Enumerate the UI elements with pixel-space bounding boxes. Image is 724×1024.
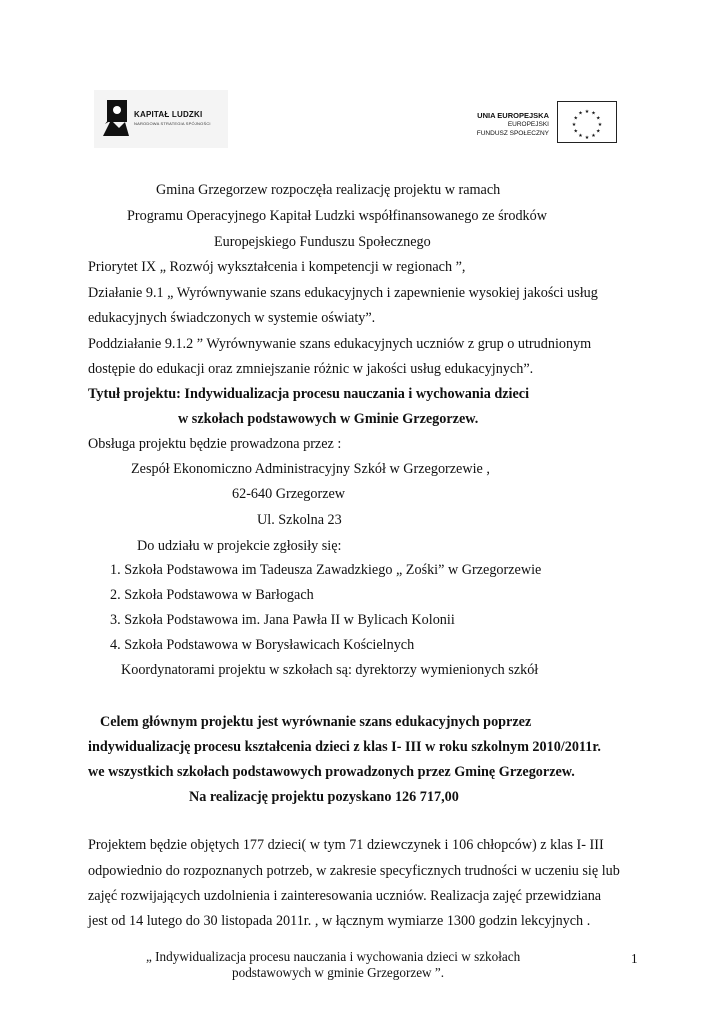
svg-text:★: ★ [595, 115, 601, 122]
ulica-line: Ul. Szkolna 23 [257, 512, 342, 528]
udzial-line: Do udziału w projekcie zgłosiły się: [137, 538, 342, 554]
school-item-4: 4. Szkoła Podstawowa w Borysławicach Kościelnych [110, 637, 415, 653]
intro-line-3: Europejskiego Funduszu Społecznego [214, 234, 431, 250]
kapital-ludzki-title: KAPITAŁ LUDZKI [134, 110, 203, 119]
svg-text:★: ★ [578, 133, 583, 140]
poddzialanie-line-2: dostępie do edukacji oraz zmniejszanie różnic w jakości usług edukacyjnych”. [88, 361, 534, 377]
svg-text:★: ★ [591, 110, 596, 117]
cel-line-1: Celem głównym projektu jest wyrównanie szans edukacyjnych poprzez [100, 714, 532, 730]
zespol-line: Zespół Ekonomiczno Administracyjny Szkół w Grzegorzewie , [131, 461, 490, 477]
svg-text:★: ★ [595, 128, 601, 135]
cel-line-2: indywidualizację procesu kształcenia dzieci z klas I- III w roku szkolnym 2010/2011r. [88, 739, 601, 755]
intro-line-2: Programu Operacyjnego Kapitał Ludzki współfinansowanego ze środków [127, 208, 547, 224]
poddzialanie-line-1: Poddziałanie 9.1.2 ” Wyrównywanie szans edukacyjnych uczniów z grup o utrudnionym [88, 336, 592, 352]
svg-text:★: ★ [578, 110, 583, 117]
projekt-line-1: Projektem będzie objętych 177 dzieci( w tym 71 dziewczynek i 106 chłopców) z klas I- III [88, 837, 604, 853]
kapital-ludzki-logo [94, 90, 228, 148]
priorytet-line: Priorytet IX „ Rozwój wykształcenia i kompetencji w regionach ”, [88, 259, 466, 275]
dzialanie-line-2: edukacyjnych świadczonych w systemie oświaty”. [88, 310, 376, 326]
eu-line-1: UNIA EUROPEJSKA [477, 111, 549, 120]
eu-flag-logo [557, 101, 617, 143]
obsluga-line: Obsługa projektu będzie prowadzona przez : [88, 436, 342, 452]
eu-line-2: EUROPEJSKI [507, 121, 549, 128]
cel-line-4: Na realizację projektu pozyskano 126 717,00 [189, 789, 459, 805]
kapital-ludzki-subtitle: NARODOWA STRATEGIA SPÓJNOŚCI [134, 121, 211, 126]
svg-text:★: ★ [597, 122, 603, 128]
svg-text:★: ★ [573, 128, 579, 135]
school-item-1: 1. Szkoła Podstawowa im Tadeusza Zawadzkiego „ Zośki” w Grzegorzewie [110, 562, 542, 578]
footer-line-1: „ Indywidualizacja procesu nauczania i wychowania dzieci w szkołach [146, 949, 521, 964]
svg-text:★: ★ [584, 135, 590, 141]
svg-text:★: ★ [584, 109, 590, 115]
footer-line-2: podstawowych w gminie Grzegorzew ”. [232, 965, 445, 980]
school-item-3: 3. Szkoła Podstawowa im. Jana Pawła II w Bylicach Kolonii [110, 612, 455, 628]
school-item-2: 2. Szkoła Podstawowa w Barłogach [110, 587, 314, 603]
eu-line-3: FUNDUSZ SPOŁECZNY [476, 130, 549, 137]
projekt-line-4: jest od 14 lutego do 30 listopada 2011r. , w łącznym wymiarze 1300 godzin lekcyjnych . [88, 913, 591, 929]
projekt-line-3: zajęć rozwijających uzdolnienia i zainteresowania uczniów. Realizacja zajęć przewidziana [88, 888, 602, 904]
cel-line-3: we wszystkich szkołach podstawowych prowadzonych przez Gminę Grzegorzew. [88, 764, 575, 780]
koordynatorzy-line: Koordynatorami projektu w szkołach są: dyrektorzy wymienionych szkół [121, 662, 539, 678]
tytul-line-1: Tytuł projektu: Indywidualizacja procesu nauczania i wychowania dzieci [88, 386, 530, 402]
projekt-line-2: odpowiednio do rozpoznanych potrzeb, w zakresie specyficznych trudności w uczeniu się lub [88, 863, 620, 879]
svg-text:★: ★ [571, 122, 577, 128]
eu-stars-icon [558, 102, 616, 142]
tytul-line-2: w szkołach podstawowych w Gminie Grzegorzew. [178, 411, 479, 427]
kod-line: 62-640 Grzegorzew [232, 486, 346, 502]
svg-text:★: ★ [573, 115, 579, 122]
dzialanie-line-1: Działanie 9.1 „ Wyrównywanie szans edukacyjnych i zapewnienie wysokiej jakości usług [88, 285, 598, 301]
kapital-ludzki-emblem-icon [99, 98, 131, 138]
page-number: 1 [631, 951, 638, 966]
intro-line-1: Gmina Grzegorzew rozpoczęła realizację projektu w ramach [156, 182, 501, 198]
svg-text:★: ★ [591, 133, 596, 140]
